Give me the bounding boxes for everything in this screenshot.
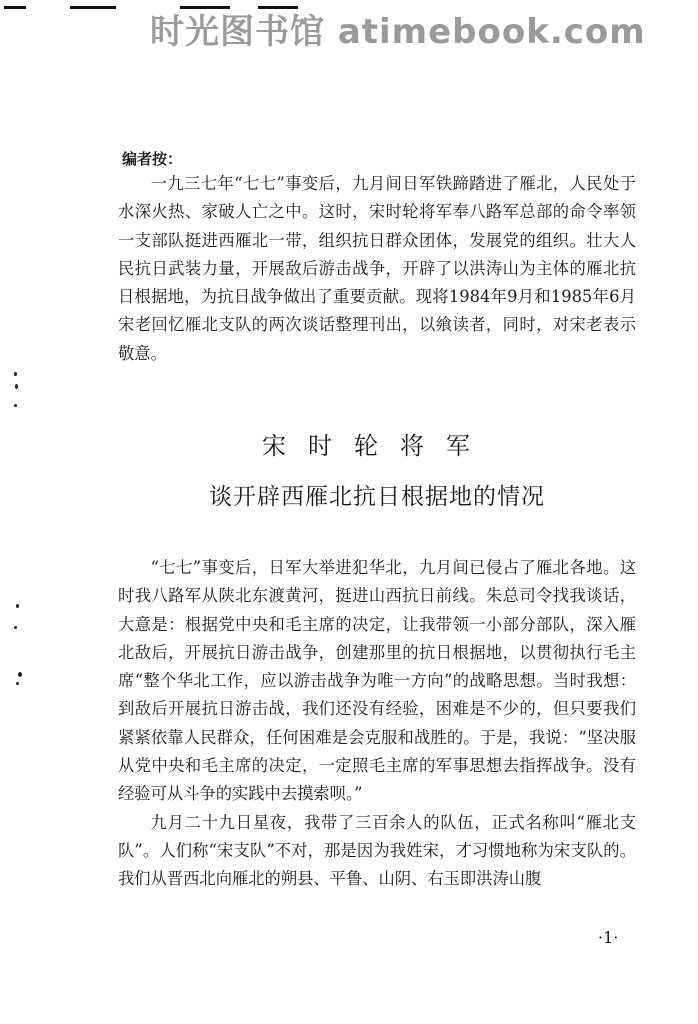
speck bbox=[14, 626, 17, 629]
body-paragraph: 九月二十九日星夜，我带了三百余人的队伍，正式名称叫“雁北支队”。人们称“宋支队”不对，那是因为我姓宋，才习惯地称为宋支队的。我们从晋西北向雁北的朔县、平鲁、山阴、右玉即洪涛山腹 bbox=[118, 812, 636, 889]
speck bbox=[14, 372, 17, 376]
watermark: 时光图书馆 atimebook.com bbox=[150, 12, 646, 52]
editor-note-label: 编者按： bbox=[122, 150, 183, 168]
speck bbox=[16, 682, 19, 685]
article-subtitle: 谈开辟西雁北抗日根据地的情况 bbox=[209, 484, 545, 510]
body-paragraph: “七七”事变后，日军大举进犯华北，九月间已侵占了雁北各地。这时我八路军从陕北东渡黄河，挺进山西抗日前线。朱总司令找我谈话，大意是：根据党中央和毛主席的决定，让我带领一小部分部队，深入雁北敌后，开展抗日游击战争，创建那里的抗日根据地，以贯彻执行毛主席“整个华北工作，应以游击战争为唯一方向”的战略思想。当时我想：到敌后开展抗日游击战，我们还没有经验，困难是不少的，但只要我们紧紧依靠人民群众，任何困难是会克服和战胜的。于是，我说：“坚决服从党中央和毛主席的决定，一定照毛主席的军事思想去指挥战争。没有经验可从斗争的实践中去摸索呗。” bbox=[118, 558, 636, 804]
article-title: 宋时轮将军 bbox=[262, 432, 492, 460]
speck bbox=[18, 672, 22, 677]
speck bbox=[16, 604, 19, 608]
scan-specks bbox=[0, 0, 40, 1024]
page-number: ·1· bbox=[598, 928, 619, 947]
speck bbox=[15, 384, 18, 389]
article-body bbox=[118, 554, 636, 894]
speck bbox=[14, 404, 17, 407]
edge-mark bbox=[70, 6, 116, 9]
editor-note bbox=[118, 170, 636, 368]
editor-note-paragraph: 一九三七年“七七”事变后，九月间日军铁蹄踏进了雁北，人民处于水深火热、家破人亡之中。这时，宋时轮将军奉八路军总部的命令率领一支部队挺进西雁北一带，组织抗日群众团体，发展党的组织。壮大人民抗日武装力量，开展敌后游击战争，开辟了以洪涛山为主体的雁北抗日根据地，为抗日战争做出了重要贡献。现将1984年9月和1985年6月宋老回忆雁北支队的两次谈话整理刊出，以飨读者，同时，对宋老表示敬意。 bbox=[118, 174, 636, 363]
